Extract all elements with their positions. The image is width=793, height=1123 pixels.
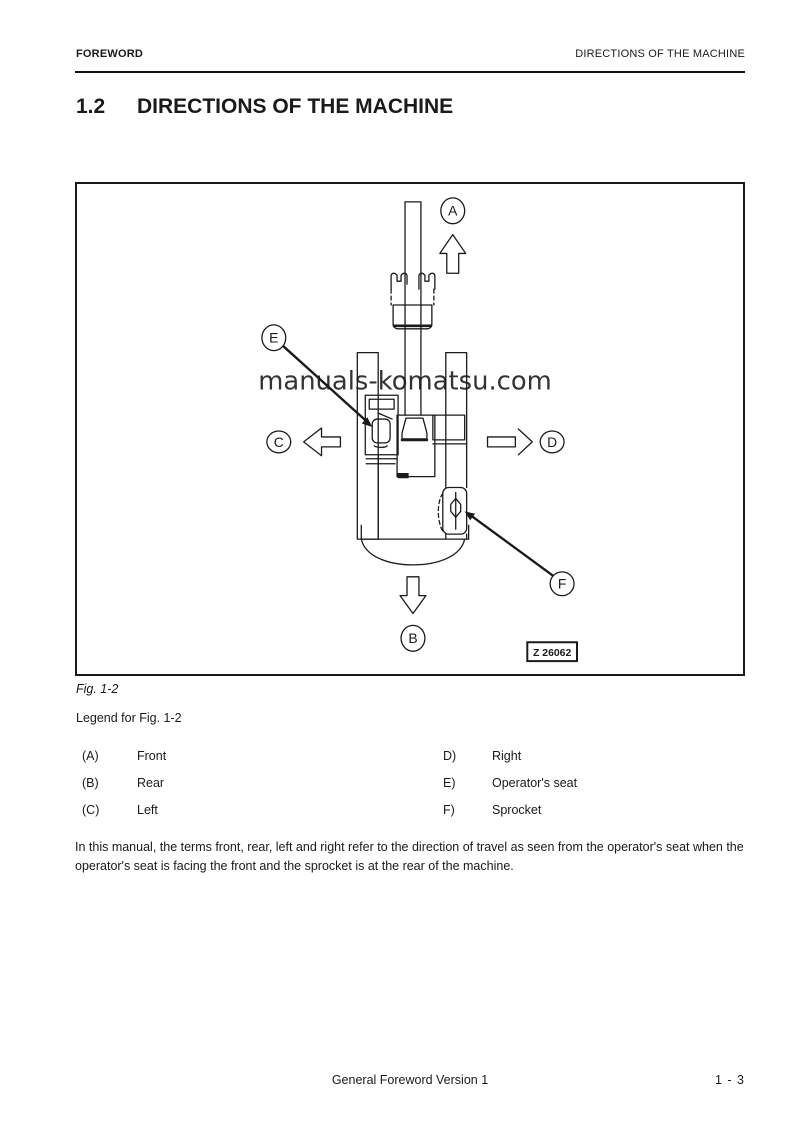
- direction-front: [440, 198, 466, 273]
- sprocket: [438, 488, 466, 535]
- section-number: 1.2: [76, 95, 106, 118]
- label-a: A: [448, 202, 458, 219]
- legend-key: E): [443, 776, 456, 790]
- legend-label: Sprocket: [492, 803, 542, 817]
- label-b: B: [408, 630, 418, 647]
- direction-rear: [400, 577, 426, 651]
- label-d: D: [547, 433, 558, 450]
- legend-key: (C): [82, 803, 100, 817]
- section-title: DIRECTIONS OF THE MACHINE: [137, 95, 454, 118]
- up-arrow-icon: [440, 235, 466, 274]
- label-f: F: [557, 575, 567, 592]
- boom-mount: [397, 415, 435, 477]
- left-arrow-icon: [304, 428, 341, 456]
- figure-caption: Fig. 1-2: [76, 682, 119, 696]
- direction-right: [488, 429, 565, 455]
- header-rule: [75, 71, 745, 73]
- legend-label: Right: [492, 749, 522, 763]
- legend-key: F): [443, 803, 455, 817]
- figure-box: [75, 182, 745, 676]
- bucket: [391, 273, 435, 329]
- legend-label: Front: [137, 749, 167, 763]
- legend-key: (B): [82, 776, 99, 790]
- footer-version: General Foreword Version 1: [331, 1073, 489, 1087]
- legend-key: (A): [82, 749, 99, 763]
- down-arrow-icon: [400, 577, 426, 614]
- footer-page-number: 1 - 3: [714, 1073, 745, 1087]
- plate-number-box: [527, 642, 577, 661]
- header-chapter-label: DIRECTIONS OF THE MACHINE: [575, 48, 745, 60]
- label-e: E: [269, 329, 279, 346]
- machine-direction-diagram: [77, 184, 743, 674]
- right-arrow-icon: [518, 429, 532, 455]
- header-section-label: FOREWORD: [76, 48, 143, 60]
- watermark-text: manuals-komatsu.com: [258, 366, 552, 397]
- page-title: [76, 95, 453, 119]
- body-paragraph: In this manual, the terms front, rear, left and right refer to the direction of travel as seen from the operator's seat when the operator's seat is facing the front and the sprocket is at the rear of the machine.: [75, 840, 744, 873]
- label-c: C: [273, 433, 284, 450]
- plate-number: Z 26062: [533, 648, 572, 660]
- operator-seat: [365, 395, 398, 463]
- legend-table: [75, 749, 752, 830]
- legend-key: D): [443, 749, 457, 763]
- legend-label: Left: [137, 803, 158, 817]
- legend-heading: Legend for Fig. 1-2: [76, 711, 182, 725]
- legend-label: Rear: [137, 776, 165, 790]
- direction-left: [267, 428, 341, 456]
- legend-label: Operator's seat: [492, 776, 578, 790]
- right-arrow-shaft: [488, 437, 516, 447]
- callout-sprocket: [465, 511, 574, 595]
